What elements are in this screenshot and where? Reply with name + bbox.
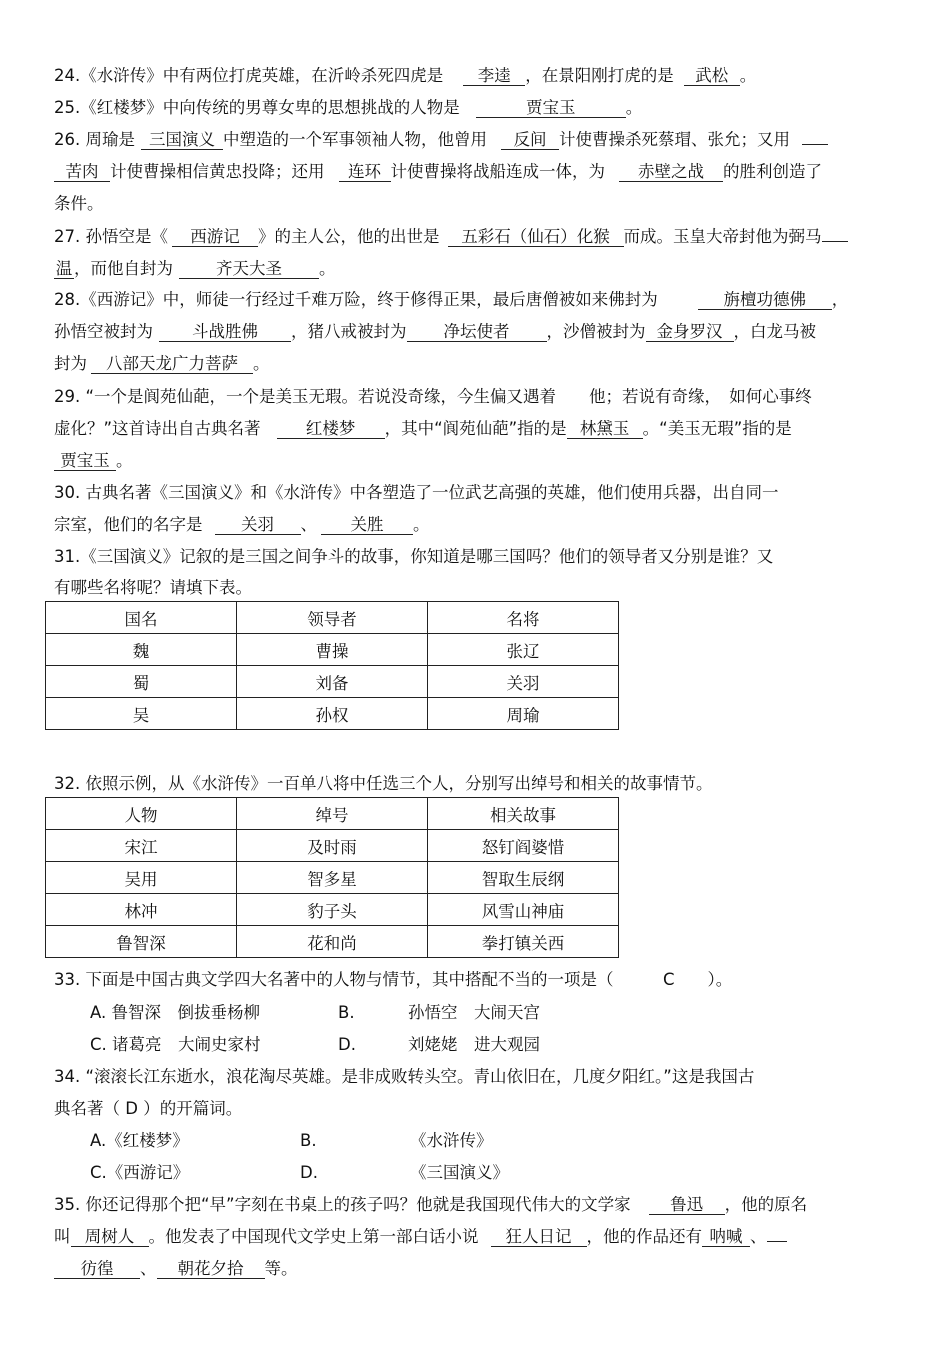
- q27-answer-1: 西游记: [172, 227, 258, 247]
- q31-text: 31.《三国演义》记叙的是三国之间争斗的故事，你知道是哪三国吗？他们的领导者又分别是谁？又: [54, 547, 774, 566]
- table-cell: 关羽: [428, 666, 619, 698]
- q35-answer-1: 鲁迅: [649, 1195, 725, 1215]
- q34-option-d-label: D.: [300, 1163, 318, 1182]
- q28-text-6: ，白龙马被: [733, 322, 816, 341]
- q29-answer-1: 红楼梦: [277, 419, 385, 439]
- q25-answer-1: 贾宝玉: [476, 98, 626, 118]
- table-row: [46, 698, 619, 730]
- q34-text-2: 典名著（ D ）的开篇词。: [54, 1099, 243, 1118]
- q35-text: 35. 你还记得那个把“早”字刻在书桌上的孩子吗？他就是我国现代伟大的文学家: [54, 1195, 631, 1214]
- q35-text-7: 、: [140, 1259, 157, 1278]
- q26-text: 26. 周瑜是: [54, 130, 135, 149]
- q26-answer-5: 赤壁之战: [619, 162, 723, 182]
- q34-option-c: C.《西游记》: [90, 1163, 190, 1182]
- table-header-cell: 名将: [428, 602, 619, 634]
- q34-option-a: A.《红楼梦》: [90, 1131, 189, 1150]
- q29-text: 29. “一个是阆苑仙葩，一个是美玉无瑕。若说没奇缘，今生偏又遇着 他；若说有奇缘， 如何心事终: [54, 387, 812, 406]
- q30-text-3: 、: [300, 515, 317, 534]
- table-row: [46, 666, 619, 698]
- q26-text-2: 中塑造的一个军事领袖人物，他曾用: [223, 130, 487, 149]
- q24-text: 24.《水浒传》中有两位打虎英雄，在沂岭杀死四虎是: [54, 66, 444, 85]
- q27-answer-4: 齐天大圣: [179, 259, 319, 279]
- question-30-line-1: [54, 483, 779, 503]
- q28-text-8: 。: [253, 354, 270, 373]
- q29-text-5: 。: [116, 451, 133, 470]
- q26-answer-2: 反间: [501, 130, 559, 150]
- q35-text-5: ，他的作品还有: [586, 1227, 702, 1246]
- q26-text-7: 条件。: [54, 194, 104, 213]
- q28-answer-5: 八部天龙广力菩萨: [91, 354, 253, 374]
- table-header-cell: 绰号: [237, 798, 428, 830]
- q29-answer-2: 林黛玉: [567, 419, 643, 439]
- q24-end: 。: [739, 66, 757, 85]
- table-cell: 林冲: [46, 894, 237, 926]
- q34-text: 34. “滚滚长江东逝水，浪花淘尽英雄。是非成败转头空。青山依旧在，几度夕阳红。”这是我国古: [54, 1067, 755, 1086]
- table-header-cell: 国名: [46, 602, 237, 634]
- q28-text-2: ，: [831, 290, 849, 309]
- q29-text-4: 。“美玉无瑕”指的是: [642, 419, 792, 438]
- q25-end: 。: [625, 98, 643, 117]
- q26-text-5: 计使曹操将战船连成一体，为: [390, 162, 605, 181]
- q34-option-d: 《三国演义》: [410, 1163, 509, 1182]
- q28-answer-3: 净坛使者: [407, 322, 547, 342]
- q28-text-7: 封为: [54, 354, 87, 373]
- table-header-row: [46, 602, 619, 634]
- question-34-line-1: [54, 1067, 754, 1087]
- table-row: [46, 634, 619, 666]
- q28-answer-1: 旃檀功德佛: [698, 290, 832, 310]
- table-cell: 宋江: [46, 830, 237, 862]
- question-29-line-3: [54, 451, 133, 471]
- q28-text-4: ，猪八戒被封为: [291, 322, 407, 341]
- question-26-line-2: [54, 162, 822, 182]
- q28-text: 28.《西游记》中，师徒一行经过千难万险，终于修得正果，最后唐僧被如来佛封为: [54, 290, 658, 309]
- three-kingdoms-table: [45, 601, 619, 730]
- q35-answer-2: 周树人: [71, 1227, 149, 1247]
- table-cell: 曹操: [237, 634, 428, 666]
- q35-answer-5: 彷徨: [54, 1259, 140, 1279]
- q29-answer-3: 贾宝玉: [54, 451, 116, 471]
- q27-text-2: 》的主人公，他的出世是: [258, 227, 440, 246]
- q30-answer-2: 关胜: [321, 515, 413, 535]
- q32-text: 32. 依照示例，从《水浒传》一百单八将中任选三个人，分别写出绰号和相关的故事情节。: [54, 774, 713, 793]
- question-26-line-3: [54, 194, 104, 214]
- question-35-line-3: [54, 1259, 298, 1279]
- question-30-line-2: [54, 515, 430, 535]
- question-24: [54, 66, 756, 86]
- q35-text-4: 。他发表了中国现代文学史上第一部白话小说: [148, 1227, 479, 1246]
- table-cell: 花和尚: [237, 926, 428, 958]
- table-cell: 拳打镇关西: [428, 926, 619, 958]
- q27-text: 27. 孙悟空是《: [54, 227, 168, 246]
- question-25: [54, 98, 642, 118]
- q28-answer-4: 金身罗汉: [646, 322, 734, 342]
- question-27-line-2: [54, 259, 336, 279]
- q30-text-2: 宗室，他们的名字是: [54, 515, 203, 534]
- q35-text-8: 等。: [264, 1259, 298, 1278]
- q26-text-6: 的胜利创造了: [723, 162, 822, 181]
- q35-text-3: 叫: [54, 1227, 71, 1246]
- table-cell: 刘备: [237, 666, 428, 698]
- table-header-row: [46, 798, 619, 830]
- q26-answer-3: 苦肉: [54, 162, 110, 182]
- q30-text-4: 。: [413, 515, 430, 534]
- q35-answer-5-start: [767, 1241, 787, 1242]
- q34-options-row-2: [90, 1163, 509, 1183]
- question-29-line-1: [54, 387, 812, 407]
- table-cell: 魏: [46, 634, 237, 666]
- table-cell: 吴: [46, 698, 237, 730]
- question-29-line-2: [54, 419, 792, 439]
- q33-option-c: C. 诸葛亮 大闹史家村: [90, 1035, 261, 1054]
- q27-text-3: 而成。玉皇大帝封他为弼马: [623, 227, 822, 246]
- q35-answer-6: 朝花夕拾: [157, 1259, 265, 1279]
- q27-answer-3-start: [822, 241, 848, 242]
- question-28-line-3: [54, 354, 270, 374]
- q27-answer-3: 温: [55, 259, 73, 278]
- table-cell: 蜀: [46, 666, 237, 698]
- q27-text-4: ，而他自封为: [74, 259, 173, 278]
- table-cell: 孙权: [237, 698, 428, 730]
- table-header-cell: 人物: [46, 798, 237, 830]
- q26-text-3: 计使曹操杀死蔡瑁、张允；又用: [559, 130, 790, 149]
- table-row: [46, 894, 619, 926]
- table-cell: 吴用: [46, 862, 237, 894]
- q34-option-b: 《水浒传》: [410, 1131, 493, 1150]
- q33-option-a: A. 鲁智深 倒拔垂杨柳: [90, 1003, 260, 1022]
- question-34-line-2: [54, 1099, 242, 1119]
- q27-answer-2: 五彩石（仙石）化猴: [448, 227, 624, 247]
- question-31-line-1: [54, 547, 773, 567]
- question-35-line-2: [54, 1227, 787, 1247]
- question-33: [54, 970, 732, 990]
- q33-options-row-2: [90, 1035, 540, 1055]
- table-cell: 智取生辰纲: [428, 862, 619, 894]
- q34-options-row-1: [90, 1131, 493, 1151]
- q28-text-3: 孙悟空被封为: [54, 322, 153, 341]
- q34-option-b-label: B.: [300, 1131, 317, 1150]
- table-cell: 周瑜: [428, 698, 619, 730]
- table-cell: 智多星: [237, 862, 428, 894]
- q27-text-5: 。: [319, 259, 336, 278]
- table-cell: 豹子头: [237, 894, 428, 926]
- q26-answer-1: 三国演义: [141, 130, 223, 150]
- q33-option-b: 孙悟空 大闹天宫: [408, 1003, 540, 1022]
- table-row: [46, 830, 619, 862]
- q33-option-d-label: D.: [338, 1035, 356, 1054]
- q35-answer-4: 呐喊: [702, 1227, 750, 1247]
- q35-text-6: 、: [750, 1227, 767, 1246]
- q35-answer-3: 狂人日记: [491, 1227, 587, 1247]
- q33-option-b-label: B.: [338, 1003, 355, 1022]
- q26-text-4: 计使曹操相信黄忠投降；还用: [110, 162, 325, 181]
- q33-option-d: 刘姥姥 进大观园: [408, 1035, 540, 1054]
- table-cell: 张辽: [428, 634, 619, 666]
- question-32: [54, 774, 713, 794]
- question-31-line-2: [54, 578, 252, 598]
- q30-answer-1: 关羽: [215, 515, 301, 535]
- q33-options-row-1: [90, 1003, 540, 1023]
- table-row: [46, 862, 619, 894]
- q26-answer-4: 连环: [339, 162, 391, 182]
- table-cell: 风雪山神庙: [428, 894, 619, 926]
- q24-answer-2: 武松: [684, 66, 740, 86]
- table-header-cell: 相关故事: [428, 798, 619, 830]
- table-cell: 鲁智深: [46, 926, 237, 958]
- water-margin-table: [45, 797, 619, 958]
- q26-answer-3-start: [802, 144, 828, 145]
- q24-answer-1: 李逵: [463, 66, 525, 86]
- question-28-line-1: [54, 290, 848, 310]
- q30-text: 30. 古典名著《三国演义》和《水浒传》中各塑造了一位武艺高强的英雄，他们使用兵器，出自同一: [54, 483, 779, 502]
- table-cell: 及时雨: [237, 830, 428, 862]
- question-28-line-2: [54, 322, 816, 342]
- question-35-line-1: [54, 1195, 807, 1215]
- q31-text-2: 有哪些名将呢？请填下表。: [54, 578, 252, 597]
- q25-text: 25.《红楼梦》中向传统的男尊女卑的思想挑战的人物是: [54, 98, 460, 117]
- q29-text-2: 虚化？”这首诗出自古典名著: [54, 419, 261, 438]
- question-26-line-1: [54, 130, 828, 150]
- table-cell: 怒钉阎婆惜: [428, 830, 619, 862]
- q33-text: 33. 下面是中国古典文学四大名著中的人物与情节，其中搭配不当的一项是（ C ）。: [54, 970, 733, 989]
- q28-answer-2: 斗战胜佛: [159, 322, 291, 342]
- table-row: [46, 926, 619, 958]
- q28-text-5: ，沙僧被封为: [546, 322, 646, 341]
- question-27-line-1: [54, 227, 848, 247]
- q35-text-2: ，他的原名: [724, 1195, 808, 1214]
- q29-text-3: ，其中“阆苑仙葩”指的是: [384, 419, 567, 438]
- q24-text-2: ，在景阳刚打虎的是: [525, 66, 674, 85]
- table-header-cell: 领导者: [237, 602, 428, 634]
